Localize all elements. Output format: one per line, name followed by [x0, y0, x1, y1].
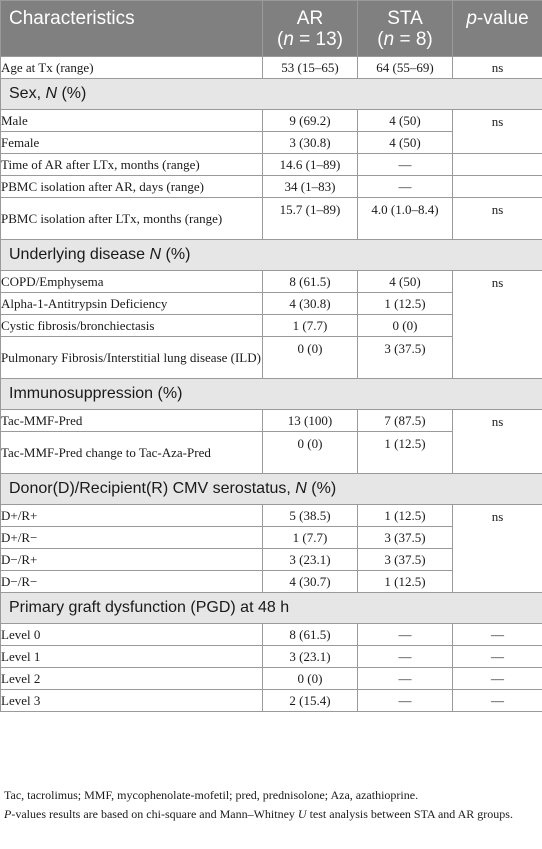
disease-label: Pulmonary Fibrosis/Interstitial lung disease (ILD) — [1, 337, 263, 379]
pbmc-ltx-sta: 4.0 (1.0–8.4) — [358, 198, 453, 240]
header-ar-count: = 13) — [293, 28, 344, 50]
sex-title-n: N — [45, 85, 58, 102]
disease-sta: 4 (50) — [358, 271, 453, 293]
row-cmv-0 — [1, 505, 542, 527]
row-disease-0 — [1, 271, 542, 293]
footnote-abbreviations: Tac, tacrolimus; MMF, mycophenolate-mofetil; pred, prednisolone; Aza, azathioprine. — [4, 788, 419, 802]
footnote-p: P — [4, 807, 12, 821]
cmv-title-n: N — [295, 480, 307, 497]
header-row — [1, 1, 542, 57]
disease-title-n: N — [149, 246, 162, 263]
footnote-p-mid: -values results are based on chi-square and Mann–Whitney — [11, 807, 298, 821]
pgd-p: — — [453, 624, 542, 646]
section-sex — [1, 79, 542, 110]
cmv-title-rest: (%) — [306, 480, 337, 497]
immuno-p: ns — [453, 410, 542, 474]
pbmc-ltx-label: PBMC isolation after LTx, months (range) — [1, 198, 263, 240]
disease-ar: 0 (0) — [263, 337, 358, 379]
pgd-sta: — — [358, 690, 453, 712]
time-ar-ar: 14.6 (1–89) — [263, 154, 358, 176]
cmv-title-text: Donor(D)/Recipient(R) CMV serostatus, — [9, 480, 296, 497]
section-immunosuppression — [1, 379, 542, 410]
pgd-label: Level 1 — [1, 646, 263, 668]
age-label: Age at Tx (range) — [1, 57, 263, 79]
sex-title-text: Sex, — [9, 85, 46, 102]
immuno-ar: 0 (0) — [263, 432, 358, 474]
cmv-ar: 5 (38.5) — [263, 505, 358, 527]
immuno-sta: 7 (87.5) — [358, 410, 453, 432]
male-ar: 9 (69.2) — [263, 110, 358, 132]
disease-title-rest: (%) — [161, 246, 191, 263]
pgd-ar: 8 (61.5) — [263, 624, 358, 646]
cmv-sta: 3 (37.5) — [358, 527, 453, 549]
pbmc-ar-p — [453, 176, 542, 198]
pgd-ar: 3 (23.1) — [263, 646, 358, 668]
pgd-p: — — [453, 668, 542, 690]
female-sta: 4 (50) — [358, 132, 453, 154]
header-sta: STA (n = 8) — [358, 1, 453, 57]
disease-sta: 0 (0) — [358, 315, 453, 337]
header-sta-n: n — [383, 28, 395, 50]
pbmc-ltx-ar: 15.7 (1–89) — [263, 198, 358, 240]
disease-ar: 8 (61.5) — [263, 271, 358, 293]
footnote-u: U — [297, 807, 307, 821]
section-cmv-title — [1, 474, 542, 505]
sex-title-rest: (%) — [57, 85, 87, 102]
cmv-sta: 1 (12.5) — [358, 505, 453, 527]
table-footnotes — [4, 786, 538, 824]
disease-label: COPD/Emphysema — [1, 271, 263, 293]
disease-label: Cystic fibrosis/bronchiectasis — [1, 315, 263, 337]
age-sta: 64 (55–69) — [358, 57, 453, 79]
immuno-ar: 13 (100) — [263, 410, 358, 432]
cmv-label: D−/R− — [1, 571, 263, 593]
age-ar: 53 (15–65) — [263, 57, 358, 79]
disease-label: Alpha-1-Antitrypsin Deficiency — [1, 293, 263, 315]
pgd-sta: — — [358, 646, 453, 668]
header-sta-label: STA — [387, 7, 423, 29]
pgd-label: Level 3 — [1, 690, 263, 712]
disease-ar: 4 (30.8) — [263, 293, 358, 315]
cmv-label: D+/R+ — [1, 505, 263, 527]
row-pgd-3 — [1, 690, 542, 712]
immuno-sta: 1 (12.5) — [358, 432, 453, 474]
female-ar: 3 (30.8) — [263, 132, 358, 154]
section-immunosuppression-title: Immunosuppression (%) — [1, 379, 542, 410]
row-time-ar — [1, 154, 542, 176]
pgd-p: — — [453, 690, 542, 712]
disease-sta: 1 (12.5) — [358, 293, 453, 315]
cmv-label: D+/R− — [1, 527, 263, 549]
header-p: p — [466, 8, 477, 29]
age-p: ns — [453, 57, 542, 79]
row-age — [1, 57, 542, 79]
row-immuno-0 — [1, 410, 542, 432]
row-pgd-0 — [1, 624, 542, 646]
header-ar-label: AR — [296, 7, 324, 29]
immuno-label: Tac-MMF-Pred — [1, 410, 263, 432]
section-sex-title — [1, 79, 542, 110]
disease-title-text: Underlying disease — [9, 246, 150, 263]
cmv-ar: 3 (23.1) — [263, 549, 358, 571]
pgd-label: Level 0 — [1, 624, 263, 646]
time-ar-p — [453, 154, 542, 176]
row-pbmc-ltx — [1, 198, 542, 240]
disease-sta: 3 (37.5) — [358, 337, 453, 379]
pgd-ar: 2 (15.4) — [263, 690, 358, 712]
cmv-ar: 1 (7.7) — [263, 527, 358, 549]
section-cmv — [1, 474, 542, 505]
sex-p: ns — [453, 110, 542, 154]
header-ar: AR (n = 13) — [263, 1, 358, 57]
cmv-sta: 1 (12.5) — [358, 571, 453, 593]
cmv-p: ns — [453, 505, 542, 593]
pbmc-ar-ar: 34 (1–83) — [263, 176, 358, 198]
row-pgd-1 — [1, 646, 542, 668]
header-ar-n: n — [283, 28, 294, 50]
cmv-ar: 4 (30.7) — [263, 571, 358, 593]
disease-p: ns — [453, 271, 542, 379]
footnote-p-end: test analysis between STA and AR groups. — [306, 807, 513, 821]
pgd-p: — — [453, 646, 542, 668]
header-p-rest: -value — [476, 8, 529, 29]
pbmc-ltx-p: ns — [453, 198, 542, 240]
disease-ar: 1 (7.7) — [263, 315, 358, 337]
row-pbmc-ar — [1, 176, 542, 198]
row-pgd-2 — [1, 668, 542, 690]
pbmc-ar-sta: — — [358, 176, 453, 198]
male-label: Male — [1, 110, 263, 132]
immuno-label: Tac-MMF-Pred change to Tac-Aza-Pred — [1, 432, 263, 474]
pgd-sta: — — [358, 668, 453, 690]
section-pgd-title: Primary graft dysfunction (PGD) at 48 h — [1, 593, 542, 624]
time-ar-label: Time of AR after LTx, months (range) — [1, 154, 263, 176]
header-p-value — [453, 1, 542, 57]
header-characteristics: Characteristics — [1, 1, 263, 57]
cmv-label: D−/R+ — [1, 549, 263, 571]
row-male — [1, 110, 542, 132]
header-sta-count: = 8) — [394, 28, 433, 50]
section-disease — [1, 240, 542, 271]
pgd-label: Level 2 — [1, 668, 263, 690]
pgd-ar: 0 (0) — [263, 668, 358, 690]
pgd-sta: — — [358, 624, 453, 646]
male-sta: 4 (50) — [358, 110, 453, 132]
section-pgd — [1, 593, 542, 624]
female-label: Female — [1, 132, 263, 154]
section-disease-title — [1, 240, 542, 271]
time-ar-sta: — — [358, 154, 453, 176]
cmv-sta: 3 (37.5) — [358, 549, 453, 571]
pbmc-ar-label: PBMC isolation after AR, days (range) — [1, 176, 263, 198]
footnote-p-values — [4, 805, 538, 824]
